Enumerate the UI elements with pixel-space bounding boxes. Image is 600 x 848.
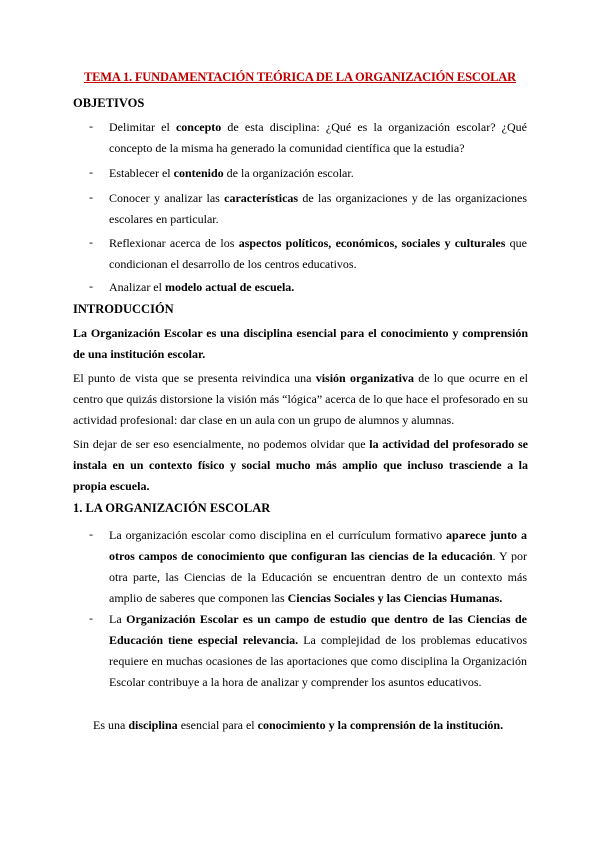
bullet-dash: -: [89, 235, 93, 249]
document-title: TEMA 1. FUNDAMENTACIÓN TEÓRICA DE LA ORGANIZACIÓN ESCOLAR: [84, 70, 516, 84]
objective-item-4: Reflexionar acerca de los aspectos políticos, económicos, sociales y culturales que condicionan el desarrollo de los centros educativos.: [109, 236, 527, 271]
objective-item-2: Establecer el contenido de la organización escolar.: [109, 166, 354, 180]
bullet-dash: -: [89, 527, 93, 541]
objective-item-3: Conocer y analizar las características de las organizaciones y de las organizaciones escolares en particular.: [109, 191, 527, 226]
section-1-bullet-2: La Organización Escolar es un campo de estudio que dentro de las Ciencias de Educación tiene especial relevancia. La complejidad de los problemas educativos requiere en muchas ocasiones de las aportaciones que como disciplina la Organización Escolar contribuye a la hora de analizar y comprender los asuntos educativos.: [109, 612, 528, 689]
bullet-dash: -: [89, 190, 93, 204]
objetivos-heading: OBJETIVOS: [73, 96, 145, 110]
intro-paragraph-1: La Organización Escolar es una disciplina esencial para el conocimiento y comprensión de una institución escolar.: [73, 326, 528, 361]
section-1-bullet-1: La organización escolar como disciplina en el currículum formativo aparece junto a otros campos de conocimiento que configuran las ciencias de la educación. Y por otra parte, las Ciencias de la Educación se encuentran dentro de un contexto más amplio de saberes que componen las Ciencias Sociales y las Ciencias Humanas.: [109, 528, 527, 605]
intro-paragraph-2: El punto de vista que se presenta reivindica una visión organizativa de lo que ocurre en el centro que quizás distorsione la visión más “lógica” acerca de lo que hace el profesorado en su actividad profesional: dar clase en un aula con un grupo de alumnos y alumnas.: [73, 371, 528, 427]
bullet-dash: -: [89, 279, 93, 293]
section-1-closing-line: Es una disciplina esencial para el conocimiento y la comprensión de la institución.: [93, 718, 504, 732]
introduccion-heading: INTRODUCCIÓN: [73, 302, 174, 316]
objective-item-5: Analizar el modelo actual de escuela.: [109, 280, 295, 294]
intro-paragraph-3: Sin dejar de ser eso esencialmente, no podemos olvidar que la actividad del profesorado se instala en un contexto físico y social mucho más amplio que incluso trasciende a la propia escuela.: [73, 437, 529, 493]
section-1-heading: 1. LA ORGANIZACIÓN ESCOLAR: [73, 501, 271, 515]
objective-item-1: Delimitar el concepto de esta disciplina: ¿Qué es la organización escolar? ¿Qué concepto de la misma ha generado la comunidad científica que la estudia?: [109, 120, 527, 155]
bullet-dash: -: [89, 165, 93, 179]
bullet-dash: -: [89, 611, 93, 625]
bullet-dash: -: [89, 119, 93, 133]
